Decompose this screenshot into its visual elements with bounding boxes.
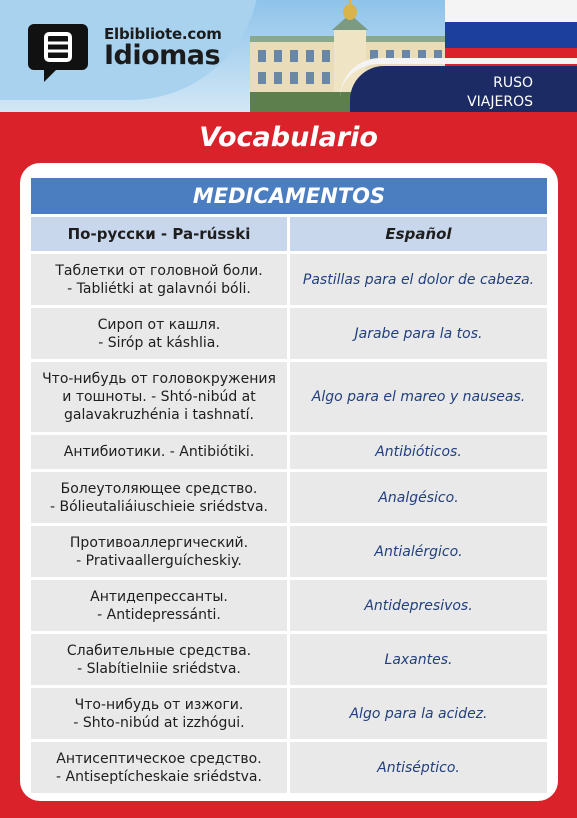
logo-brand: Idiomas [104, 40, 221, 71]
russian-cell [31, 742, 287, 793]
spanish-cell: Analgésico. [290, 472, 547, 523]
russian-line: Что-нибудь от изжоги. [74, 696, 244, 713]
russian-cell [31, 472, 287, 523]
logo-site-name: Elbibliote.com [104, 25, 222, 43]
russian-line: - Prativaallerguícheskiy. [76, 552, 242, 569]
table-row [31, 742, 547, 793]
russian-line: - Shto-nibúd at izzhógui. [73, 714, 245, 731]
russian-line: - Siróp at káshlia. [98, 334, 220, 351]
russian-cell [31, 362, 287, 432]
spanish-cell: Algo para la acidez. [290, 688, 547, 739]
header-banner [0, 0, 577, 118]
russian-cell [31, 254, 287, 305]
russian-line: - Tabliétki at galavnói bóli. [67, 280, 251, 297]
russian-line: - Slabítielniie sriédstva. [77, 660, 241, 677]
spanish-cell: Laxantes. [290, 634, 547, 685]
vocabulary-table [31, 178, 547, 793]
russian-line: - Bólieutaliáiuschieie sriédstva. [50, 498, 268, 515]
ribbon-label [467, 74, 533, 112]
spanish-cell: Antidepresivos. [290, 580, 547, 631]
table-header-row [31, 217, 547, 251]
table-row [31, 634, 547, 685]
ribbon-language: RUSO [493, 75, 533, 91]
spanish-cell: Pastillas para el dolor de cabeza. [290, 254, 547, 305]
table-row [31, 688, 547, 739]
russian-cell [31, 580, 287, 631]
spanish-cell: Algo para el mareo y nauseas. [290, 362, 547, 432]
russian-line: и тошноты. - Shtó-nibúd at [62, 389, 256, 405]
russian-line: Антисептическое средство. [56, 750, 262, 767]
russian-line: Антидепрессанты. [90, 588, 228, 605]
table-row [31, 435, 547, 469]
column-header-spanish: Español [290, 217, 547, 251]
russian-cell [31, 688, 287, 739]
russian-line: Антибиотики. - Antibiótiki. [63, 444, 255, 460]
russian-line: - Antidepressánti. [97, 606, 221, 623]
chat-book-icon [26, 20, 90, 84]
spanish-cell: Antibióticos. [290, 435, 547, 469]
spanish-cell: Antiséptico. [290, 742, 547, 793]
header-red-band [0, 112, 577, 118]
russian-line: Противоаллергический. [69, 534, 249, 551]
russian-cell [31, 634, 287, 685]
table-row [31, 526, 547, 577]
russian-cell [31, 435, 287, 469]
spanish-cell: Antialérgico. [290, 526, 547, 577]
level-ribbon [350, 66, 577, 118]
column-header-russian: По-русски - Pa-rússki [31, 217, 287, 251]
russian-line: - Antiseptícheskaie sriédstva. [56, 768, 262, 785]
table-row [31, 580, 547, 631]
russian-line: Болеутоляющее средство. [60, 480, 258, 497]
vocabulary-card [20, 163, 558, 801]
russian-line: Что-нибудь от головокружения [42, 371, 276, 387]
ribbon-level: VIAJEROS [467, 94, 533, 110]
section-title: MEDICAMENTOS [31, 178, 547, 214]
table-row [31, 362, 547, 432]
russian-cell [31, 308, 287, 359]
russian-line: galavakruzhénia i tashnatí. [63, 407, 255, 423]
table-row [31, 254, 547, 305]
page-title: Vocabulario [199, 122, 378, 153]
russian-cell [31, 526, 287, 577]
table-body [31, 254, 547, 793]
table-row [31, 308, 547, 359]
russian-line: Таблетки от головной боли. [55, 262, 263, 279]
russian-line: Сироп от кашля. [97, 316, 221, 333]
table-row [31, 472, 547, 523]
spanish-cell: Jarabe para la tos. [290, 308, 547, 359]
russian-line: Слабительные средства. [66, 642, 252, 659]
